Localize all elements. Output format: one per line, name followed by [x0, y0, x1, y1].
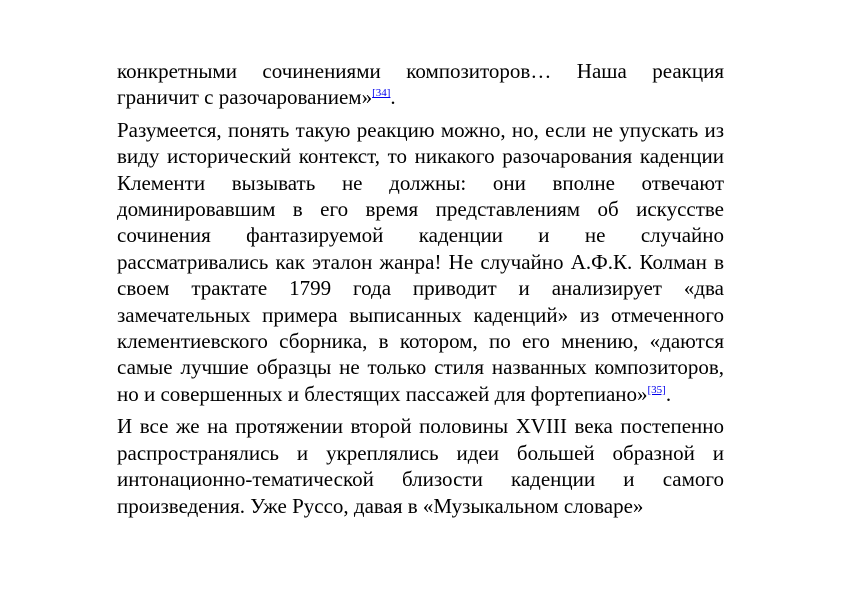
paragraph-2	[117, 117, 724, 407]
document-page	[117, 58, 724, 519]
footnote-link-35[interactable]: [35]	[647, 383, 666, 396]
paragraph-1-tail: .	[390, 85, 396, 110]
footnote-link-34[interactable]: [34]	[372, 87, 391, 100]
paragraph-2-text: Разумеется, понять такую реакцию можно, но, если не упускать из виду исторический контекст, то никакого разочарования каденции Клементи вызывать не должны: они вполне отвечают доминировавшим в его время представлениям об искусстве сочинения фантазируемой каденции и не случайно рассматривались как эталон жанра! Не случайно А.Ф.К. Колман в своем трактате 1799 года приводит и анализирует «два замечательных примера выписанных каденций» из отмеченного клементиевского сборника, в котором, по его мнению, «даются самые лучшие образцы не только стиля названных композиторов, но и совершенных и блестящих пассажей для фортепиано»	[117, 117, 724, 406]
paragraph-3	[117, 413, 724, 519]
paragraph-2-tail: .	[665, 381, 672, 406]
paragraph-1-text: конкретными сочинениями композиторов… Наша реакция граничит с разочарованием»	[117, 59, 724, 110]
paragraph-1	[117, 58, 724, 111]
paragraph-3-text: И все же на протяжении второй половины XVIII века постепенно распространялись и укреплялись идеи большей образной и интонационно-тематической близости каденции и самого произведения. Уже Руссо, давая в «Музыкальном словаре»	[117, 414, 724, 518]
